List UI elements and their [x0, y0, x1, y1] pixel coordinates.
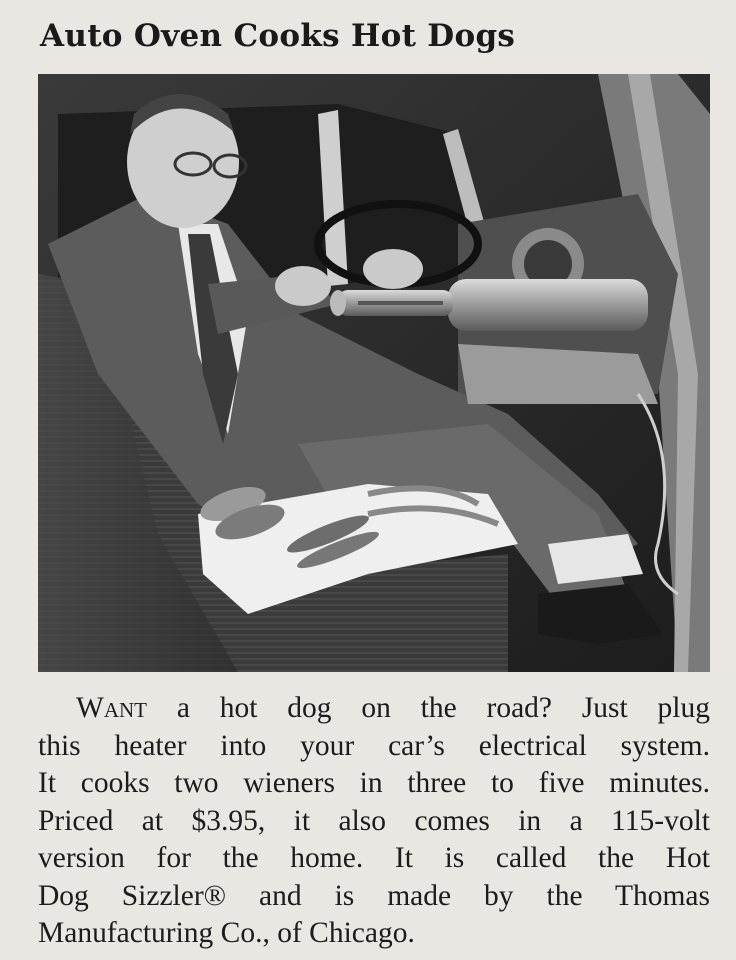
caption-line-4: Priced at $3.95, it also comes in a 115-volt: [38, 804, 710, 837]
caption: [38, 690, 710, 953]
caption-line-1: [38, 690, 710, 728]
caption-line-7: Manufacturing Co., of Chicago.: [38, 917, 415, 949]
caption-line-1-text: a hot dog on the road? Just plug: [147, 692, 710, 724]
photo-illustration: [38, 74, 710, 672]
headline: Auto Oven Cooks Hot Dogs: [40, 18, 516, 54]
photograph: [38, 74, 710, 672]
caption-line-5: version for the home. It is called the Hot: [38, 842, 710, 874]
caption-line-2: this heater into your car’s electrical system.: [38, 729, 710, 762]
caption-lead-word: Want: [76, 692, 148, 724]
caption-line-3: It cooks two wieners in three to five minutes.: [38, 767, 710, 799]
caption-line-6: Dog Sizzler® and is made by the Thomas: [38, 879, 710, 912]
